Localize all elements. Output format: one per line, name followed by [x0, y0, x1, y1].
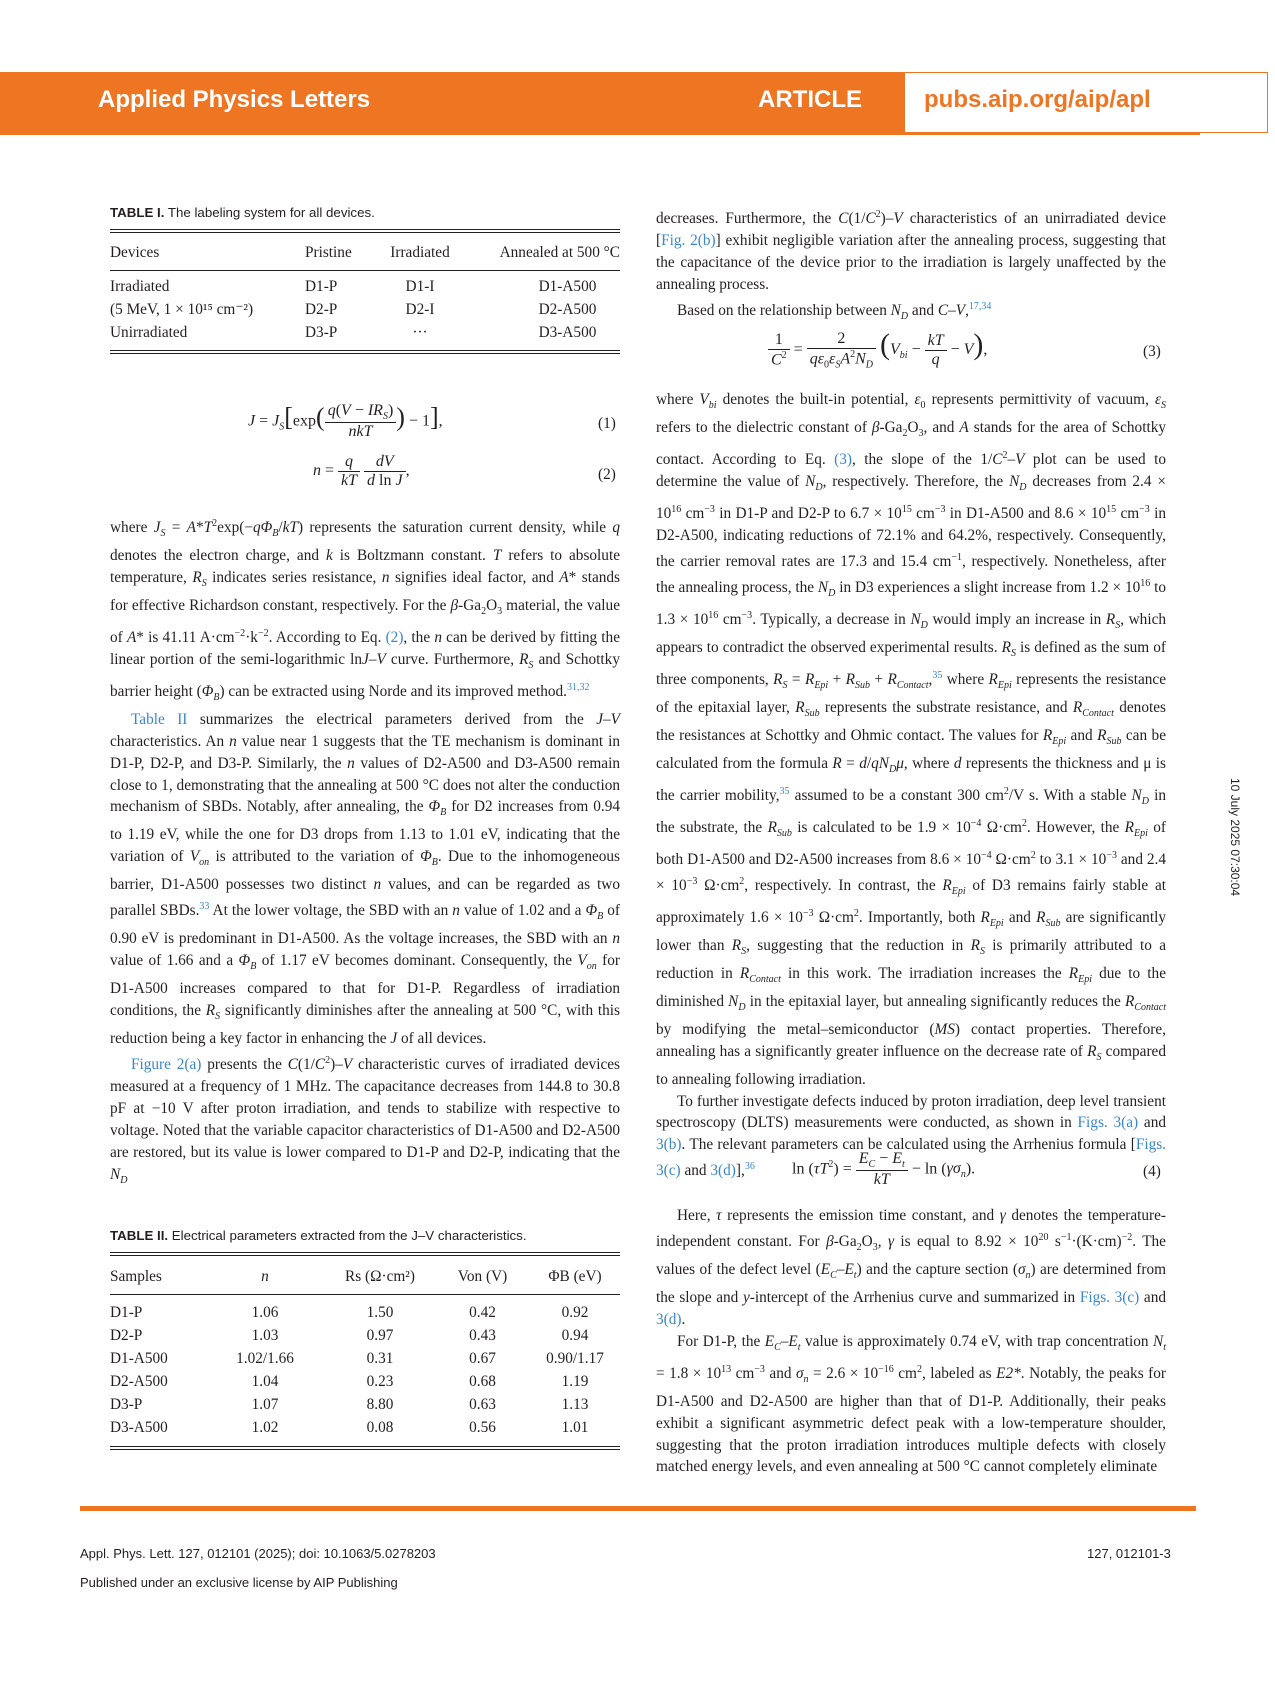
journal-url[interactable]: pubs.aip.org/aip/apl [924, 86, 1151, 113]
equation-3-number: (3) [1143, 343, 1161, 360]
table1 [110, 229, 620, 354]
equation-2-number: (2) [598, 466, 616, 483]
table-row: Irradiated D1-P D1-I D1-A500 [110, 277, 597, 295]
table-row: D3-P 1.07 8.80 0.63 1.13 [110, 1395, 589, 1413]
table1-header: Irradiated [390, 244, 450, 261]
table-row: D2-P 1.03 0.97 0.43 0.94 [110, 1326, 589, 1344]
equation-1-number: (1) [598, 415, 616, 432]
footer-citation: Appl. Phys. Lett. 127, 012101 (2025); doi: 10.1063/5.0278203 [80, 1546, 436, 1561]
table1-caption-label: TABLE I. [110, 205, 165, 220]
table1-header: Annealed at 500 °C [499, 244, 620, 261]
equation-2: n = $\frac{q}{kT}$ $\frac{dV}{\text{d ln J}}$ , [313, 453, 410, 489]
article-type: ARTICLE [758, 86, 862, 113]
table-row: D2-A500 1.04 0.23 0.68 1.19 [110, 1372, 589, 1390]
table2-header: Rs (Ω·cm²) [345, 1268, 415, 1285]
table2-header: Samples [110, 1268, 162, 1285]
equation-4: $\ln (\tau T^2)$ = $\frac{E_C - E_t}{kT}$ − $\ln (\gamma\sigma_n)$. [792, 1150, 976, 1189]
equation-3: $\frac{1}{C^2}$ = $\frac{2}{q\varepsilon_0\varepsilon_SA^2N_D}$ ($V_{bi}$ − $\frac{kT}{q}$ − V), [768, 328, 987, 371]
footer-license: Published under an exclusive license by AIP Publishing [80, 1575, 398, 1590]
page-number: 127, 012101-3 [1087, 1546, 1171, 1561]
table-row: D1-A500 1.02/1.66 0.31 0.67 0.90/1.17 [110, 1349, 604, 1367]
equation-4-number: (4) [1143, 1163, 1161, 1180]
table2-header: ΦB (eV) [548, 1268, 602, 1285]
left-column-text: where $J_S = A*T^2\exp(-q\Phi_B/kT)$ represents the saturation current density, while q denotes the electron charge, and k is Boltzmann constant. T refers to absolute temperature, $R_S$ indicates series resistance, n signifies ideal factor, and A* stands for effective Richardson constant, respectively. For the $\beta-Ga_2O_3$ material, the value of A* is 41.11 $A\cdot cm^{-2}\cdot k^{-2}$. According to Eq. (2), the n can be derived by fitting the linear portion of the semi-logarithmic lnJ–V curve. Furthermore, $R_S$ and Schottky barrier height $(\Phi_B)$ can be extracted using Norde and its improved method.$^{31,32}$ Table II summarizes the electrical parameters derived from the J–V characteristics. An n value near 1 suggests that the TE mechanism is dominant in D1-P, D2-P, and D3-P. Similarly, the n values of D2-A500 and D3-A500 remain close to 1, demonstrating that the annealing at 500 °C does not alter the conduction mechanism of SBDs. Notably, after annealing, the $\Phi_B$ for D2 increases from 0.94 to 1.19 eV, while the one for D3 drops from 1.13 to 1.01 eV, indicating that the variation of $V_{on}$ is attributed to the variation of $\Phi_B$. Due to the inhomogeneous barrier, D1-A500 possesses two distinct n values, and can be regarded as two parallel SBDs.$^{33}$ At the lower voltage, the SBD with an n value of 1.02 and a $\Phi_B$ of 0.90 eV is predominant in D1-A500. As the voltage increases, the SBD with an n value of 1.66 and a $\Phi_B$ of 1.17 eV becomes dominant. Consequently, the $V_{on}$ for D1-A500 increases compared to that for D1-P. Regardless of irradiation conditions, the $R_S$ significantly diminishes after the annealing at 500 °C, with this reduction being a key factor in enhancing the J of all devices. Figure 2(a) presents the $C(1/C^2)-V$ characteristic curves of irradiated devices measured at a frequency of 1 MHz. The capacitance decreases from 144.8 to 30.8 pF at −10 V after proton irradiation, and tends to stabilize with respective to voltage. Noted that the variable capacitor characteristics of D1-A500 and D2-A500 are restored, but its value is lower compared to D1-P and D2-P, indicating that the $N_D$ [110, 518, 621, 1186]
table2-header: Von (V) [457, 1268, 508, 1285]
table1-caption-text: The labeling system for all devices. [164, 205, 375, 220]
table1-header: Pristine [305, 244, 352, 261]
download-timestamp: 10 July 2025 07:30:04 [1228, 778, 1242, 897]
table2-header: n [261, 1268, 269, 1285]
footer-rule [80, 1506, 1196, 1511]
right-column-text-2: where $V_{bi}$ denotes the built-in potential, $\varepsilon_0$ represents permittivity of vacuum, $\varepsilon_S$ refers to the dielectric constant of $\beta-Ga_2O_3$, and A stands for the area of Schottky contact. According to Eq. (3), the slope of the $1/C^2-V$ plot can be used to determine the value of $N_D$, respectively. Therefore, the $N_D$ decreases from $2.4 \times 10^{16}$ $cm^{-3}$ in D1-P and D2-P to $6.7 \times 10^{15}$ $cm^{-3}$ in D1-A500 and $8.6 \times 10^{15}$ $cm^{-3}$ in D2-A500, indicating reductions of 72.1% and 64.2%, respectively. Consequently, the carrier removal rates are 17.3 and 15.4 $cm^{-1}$, respectively. Nonetheless, after the annealing process, the $N_D$ in D3 experiences a slight increase from $1.2 \times 10^{16}$ to $1.3 \times 10^{16}$ $cm^{-3}$. Typically, a decrease in $N_D$ would imply an increase in $R_S$, which appears to contradict the observed experimental results. $R_S$ is defined as the sum of three components, $R_S = R_{Epi} + R_{Sub} + R_{Contact},^{35}$ where $R_{Epi}$ represents the resistance of the epitaxial layer, $R_{Sub}$ represents the substrate resistance, and $R_{Contact}$ denotes the resistances at Schottky and Ohmic contact. The values for $R_{Epi}$ and $R_{Sub}$ can be calculated from the formula $R = d/qN_D\mu$, where d represents the thickness and μ is the carrier mobility,$^{35}$ assumed to be a constant 300 $cm^2/V$ s. With a stable $N_D$ in the substrate, the $R_{Sub}$ is calculated to be $1.9 \times 10^{-4}$ $\Omega\cdot cm^2$. However, the $R_{Epi}$ of both D1-A500 and D2-A500 increases from $8.6 \times 10^{-4}$ $\Omega\cdot cm^2$ to $3.1 \times 10^{-3}$ and $2.4 \times 10^{-3}$ $\Omega\cdot cm^2$, respectively. In contrast, the $R_{Epi}$ of D3 remains fairly stable at approximately $1.6 \times 10^{-3}$ $\Omega\cdot cm^2$. Importantly, both $R_{Epi}$ and $R_{Sub}$ are significantly lower than $R_S$, suggesting that the reduction in $R_S$ is primarily attributed to a reduction in $R_{Contact}$ in this work. The irradiation increases the $R_{Epi}$ due to the diminished $N_D$ in the epitaxial layer, but annealing significantly reduces the $R_{Contact}$ by modifying the metal–semiconductor (MS) contact properties. Therefore, annealing has a significantly greater influence on the decrease rate of $R_S$ compared to annealing following irradiation. To further investigate defects induced by proton irradiation, deep level transient spectroscopy (DLTS) measurements were conducted, as shown in Figs. 3(a) and 3(b). The relevant parameters can be calculated using the Arrhenius formula [Figs. 3(c) and 3(d)],$^{36}$ [656, 391, 1167, 1180]
table2-caption-text: Electrical parameters extracted from the J–V characteristics. [168, 1228, 527, 1243]
table1-header: Devices [110, 244, 160, 261]
table2 [110, 1252, 620, 1450]
journal-title: Applied Physics Letters [98, 86, 371, 113]
equation-1: $J = J_S[\exp$( $\frac{q(V - IR_S)}{\text{nkT}}$ ) − 1], [248, 402, 443, 441]
right-column-text-1: decreases. Furthermore, the $C(1/C^2)-V$ characteristics of an unirradiated device [Fig. 2(b)] exhibit negligible variation after the annealing process, suggesting that the capacitance of the device prior to the irradiation is largely unaffected by the annealing process. Based on the relationship between $N_D$ and C–V,$^{17,34}$ [656, 209, 1166, 322]
table2-caption-label: TABLE II. [110, 1228, 169, 1243]
table-row: D1-P 1.06 1.50 0.42 0.92 [110, 1303, 589, 1321]
table-row: D3-A500 1.02 0.08 0.56 1.01 [110, 1418, 589, 1436]
table2-caption [110, 1228, 527, 1243]
table1-caption [110, 205, 375, 220]
table-row: (5 MeV, 1 × 10¹⁵ cm⁻²) D2-P D2-I D2-A500 [110, 300, 597, 318]
right-column-text-3: Here, τ represents the emission time constant, and γ denotes the temperature-independent constant. For $\beta-Ga_2O_3$, γ is equal to $8.92 \times 10^{20}$ $s^{-1}\cdot(K\cdot cm)^{-2}$. The values of the defect level $(E_C-E_t)$ and the capture section $(\sigma_n)$ are determined from the slope and y-intercept of the Arrhenius curve and summarized in Figs. 3(c) and 3(d). For D1-P, the $E_C-E_t$ value is approximately 0.74 eV, with trap concentration $N_t = 1.8 \times 10^{13}$ $cm^{-3}$ and $\sigma_n = 2.6 \times 10^{-16}$ $cm^2$, labeled as E2*. Notably, the peaks for D1-A500 and D2-A500 are higher than that of D1-P. Additionally, their peaks exhibit a significant asymmetric defect peak with a low-temperature shoulder, suggesting that the proton irradiation introduces multiple defects with closely matched energy levels, and even annealing at 500 °C cannot completely eliminate [656, 1207, 1167, 1476]
table-row: Unirradiated D3-P ··· D3-A500 [110, 323, 597, 341]
